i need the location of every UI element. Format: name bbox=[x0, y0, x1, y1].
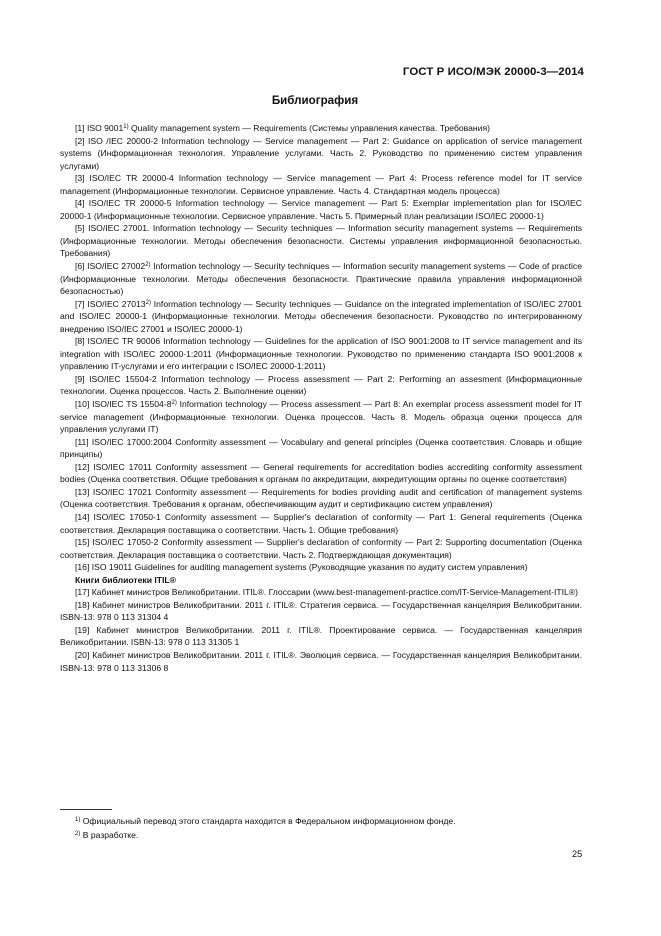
ref-text: ISO/IEC 17021 Conformity assessment — Requirements for bodies providing audit and certification of management systems (Оценка соответствия. Требования к органам, обеспечивающим аудит и сертификацию систем управления) bbox=[60, 486, 582, 510]
ref-number: [7] bbox=[75, 298, 85, 309]
ref-number: [4] bbox=[75, 198, 85, 209]
ref-19 bbox=[60, 624, 582, 649]
footnote-mark: 1) bbox=[75, 817, 81, 823]
ref-number: [18] bbox=[75, 599, 90, 610]
ref-5 bbox=[60, 222, 582, 260]
ref-20 bbox=[60, 649, 582, 674]
ref-text: ISO/IEC 17050-1 Conformity assessment — Supplier's declaration of conformity — Part 1: General requirements (Оценка соответствия. Декларация поставщика о соответствии. Часть 1. Общие требования) bbox=[60, 511, 582, 535]
ref-number: [3] bbox=[75, 173, 85, 184]
ref-text: ISO /IEC 20000-2 Information technology — Service management — Part 2: Guidance on application of service management systems (Информационная технология. Управление услугами. Часть 2. Руководство по применению систем управления услугами) bbox=[60, 135, 582, 171]
ref-4 bbox=[60, 197, 582, 222]
footnote-text: В разработке. bbox=[80, 829, 139, 840]
ref-number: [17] bbox=[75, 587, 90, 598]
page-number: 25 bbox=[572, 849, 583, 859]
ref-number: [10] bbox=[75, 399, 90, 410]
ref-number: [2] bbox=[75, 135, 85, 146]
ref-number: [13] bbox=[75, 486, 90, 497]
ref-text: Кабинет министров Великобритании. ITIL®. Глоссарии (www.best-management-practice.com/IT-Service-Management-ITIL®) bbox=[91, 587, 579, 598]
ref-7 bbox=[60, 298, 582, 336]
ref-17 bbox=[60, 586, 582, 599]
ref-12 bbox=[60, 461, 582, 486]
ref-text-cont: Quality management system — Requirements (Системы управления качества. Требования) bbox=[128, 123, 490, 133]
ref-text: ISO/IEC 27001. Information technology — Security techniques — Information security management systems — Requirements (Информационные технологии. Методы обеспечения безопасности. Системы управления информационной безопасностью. Требования) bbox=[60, 223, 582, 259]
ref-text: ISO/IEC 17011 Conformity assessment — General requirements for accreditation bodies accrediting conformity assessment bodies (Оценка соответствия. Общие требования к органам по аккредитации, аккредитующим органы по оценке соответствия) bbox=[60, 461, 582, 485]
ref-11 bbox=[60, 436, 582, 461]
ref-text-cont: Information technology — Process assessment — Part 8: An exemplar process assessment model for IT service management (Информационные технологии. Оценка процессов. Часть 8. Модель образца оценки процесса для управления услугами IT) bbox=[60, 399, 582, 435]
ref-6 bbox=[60, 260, 582, 298]
ref-text: ISO/IEC TS 15504-8 bbox=[92, 399, 172, 410]
ref-text: ISO/IEC TR 90006 Information technology — Guidelines for the application of ISO 9001:2008 to IT service management and its integration with ISO/IEC 20000-1:2011 (Информационные технологии. Руководство по применению стандарта ISO 9001:2008 к управлению IT-услугами и его интеграции с ISO/IEC 20000-1:2011) bbox=[60, 336, 582, 372]
ref-number: [16] bbox=[75, 562, 90, 573]
ref-text: Кабинет министров Великобритании. 2011 г. ITIL®. Проектирование сервиса. — Государственная канцелярия Великобритании. ISBN-13: 978 0 113 31305 1 bbox=[60, 624, 582, 648]
ref-10 bbox=[60, 398, 582, 436]
ref-number: [15] bbox=[75, 537, 90, 548]
ref-2 bbox=[60, 135, 582, 173]
ref-1 bbox=[60, 122, 582, 135]
footnote-text: Официальный перевод этого стандарта находится в Федеральном информационном фонде. bbox=[80, 816, 456, 826]
ref-number: [1] bbox=[75, 123, 85, 133]
footnote-1 bbox=[75, 815, 575, 829]
ref-number: [6] bbox=[75, 261, 85, 272]
ref-text: ISO/IEC 27013 bbox=[87, 298, 146, 309]
ref-text: Кабинет министров Великобритании. 2011 г. ITIL®. Эволюция сервиса. — Государственная канцелярия Великобритании. ISBN-13: 978 0 113 31306 8 bbox=[60, 649, 582, 673]
ref-text: ISO/IEC 17050-2 Conformity assessment — Supplier's declaration of conformity — Part 2: Supporting documentation (Оценка соответствия. Декларация поставщика о соответствии. Часть 2. Подтверждающая документация) bbox=[60, 537, 582, 560]
page-title: Библиография bbox=[271, 94, 359, 107]
ref-text-cont: Information technology — Security techniques — Information security management systems — Code of practice (Информационные технологии. Методы обеспечения безопасности. Практические правила управления информационной безопасностью) bbox=[60, 261, 583, 297]
itil-section-heading: Книги библиотеки ITIL® bbox=[75, 574, 176, 585]
ref-8 bbox=[60, 335, 582, 373]
footnote-mark: 2) bbox=[171, 400, 177, 407]
ref-3 bbox=[60, 172, 582, 197]
ref-number: [9] bbox=[75, 373, 85, 384]
ref-14 bbox=[60, 511, 582, 536]
footnote-mark: 2) bbox=[145, 262, 151, 269]
ref-number: [5] bbox=[75, 223, 85, 234]
ref-16 bbox=[60, 561, 582, 574]
ref-text: ISO/IEC 27002 bbox=[87, 261, 146, 272]
ref-13 bbox=[60, 486, 582, 511]
ref-text: ISO/IEC TR 20000-4 Information technology — Service management — Part 4: Process reference model for IT service management (Информационные технологии. Сервисное управление. Часть 4. Стандартная модель процесса) bbox=[60, 173, 582, 196]
ref-number: [14] bbox=[75, 511, 90, 522]
ref-number: [20] bbox=[75, 649, 90, 660]
document-code: ГОСТ Р ИСО/МЭК 20000-3—2014 bbox=[402, 66, 584, 78]
footnote-2 bbox=[75, 829, 575, 843]
footnotes bbox=[75, 815, 575, 842]
ref-text: ISO/IEC 15504-2 Information technology — Process assessment — Part 2: Performing an assesment (Информационные технологии. Оценка процессов. Часть 2. Выполнение оценки) bbox=[60, 373, 582, 397]
footnote-mark: 2) bbox=[75, 830, 81, 837]
ref-text: ISO 19011 Guidelines for auditing management systems (Руководящие указания по аудиту систем управления) bbox=[91, 562, 528, 573]
ref-text: ISO/IEC TR 20000-5 Information technology — Service management — Part 5: Exemplar implementation plan for ISO/IEC 20000-1 (Информационные технологии. Сервисное управление. Часть 5. Примерный план реализации ISO/IEC 20000-1) bbox=[60, 198, 582, 221]
ref-number: [11] bbox=[75, 436, 89, 447]
ref-text: ISO/IEC 17000:2004 Conformity assessment — Vocabulary and general principles (Оценка соответствия. Словарь и общие принципы) bbox=[60, 436, 582, 460]
ref-text: Кабинет министров Великобритании. 2011 г. ITIL®. Стратегия сервиса. — Государственная канцелярия Великобритании. ISBN-13: 978 0 113 31304 4 bbox=[60, 599, 583, 623]
ref-15 bbox=[60, 536, 582, 561]
footnote-separator bbox=[60, 809, 112, 810]
ref-18 bbox=[60, 599, 582, 624]
bibliography-list bbox=[60, 122, 582, 674]
ref-text: ISO 9001 bbox=[86, 123, 124, 133]
footnote-mark: 1) bbox=[123, 124, 129, 130]
ref-9 bbox=[60, 373, 582, 398]
ref-number: [19] bbox=[75, 624, 90, 635]
ref-number: [8] bbox=[75, 336, 85, 347]
ref-number: [12] bbox=[75, 461, 90, 472]
ref-text-cont: Information technology — Security techniques — Guidance on the integrated implementation of ISO/IEC 27001 and ISO/IEC 20000-1 (Информационные технологии. Методы обеспечения безопасности. Руководство по интегрированному внедрению ISO/IEC 27001 и ISO/IEC 20000-1) bbox=[60, 298, 583, 334]
footnote-mark: 2) bbox=[145, 299, 151, 306]
